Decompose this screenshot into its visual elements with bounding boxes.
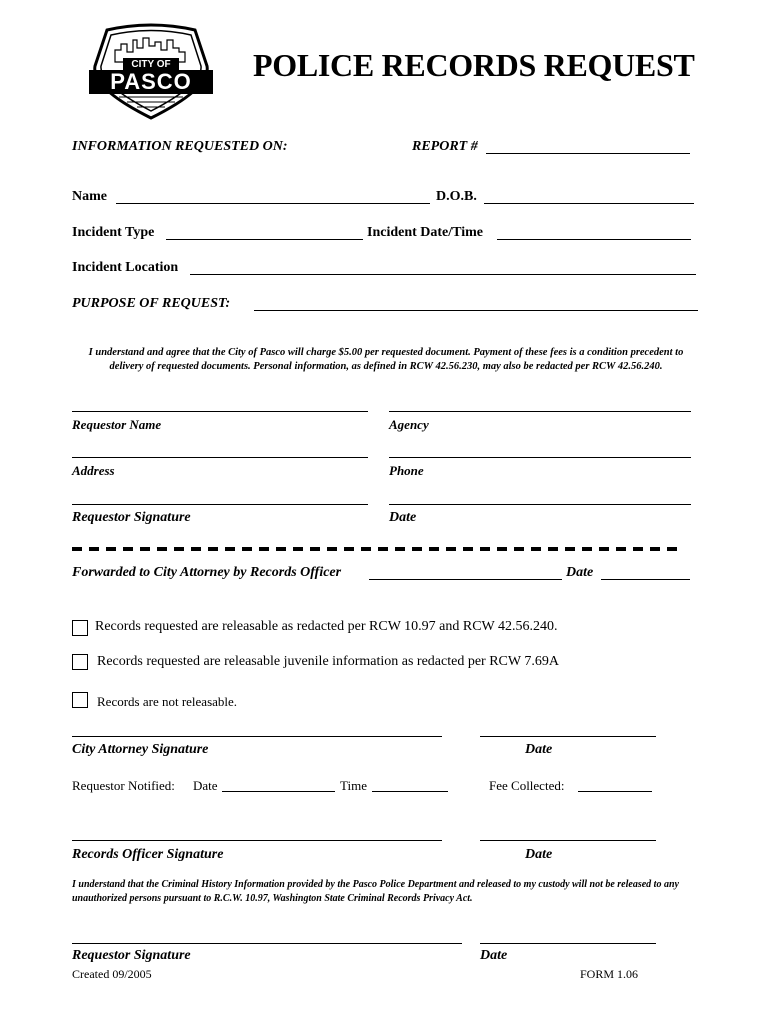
report-number-label: REPORT #: [412, 139, 478, 154]
records-officer-signature-label: Records Officer Signature: [72, 847, 224, 862]
name-field[interactable]: [116, 203, 430, 204]
agency-field[interactable]: [389, 411, 691, 412]
city-of-pasco-logo: [85, 22, 217, 120]
fee-collected-field[interactable]: [578, 791, 652, 792]
requestor-date-label: Date: [389, 510, 417, 525]
info-requested-label: INFORMATION REQUESTED ON:: [72, 139, 288, 154]
final-signature-label: Requestor Signature: [72, 948, 191, 963]
records-officer-signature-field[interactable]: [72, 840, 442, 841]
incident-datetime-label: Incident Date/Time: [367, 225, 484, 240]
requestor-name-field[interactable]: [72, 411, 368, 412]
requestor-name-label: Requestor Name: [72, 417, 162, 432]
releasable-juvenile-label: Records requested are releasable juvenile information as redacted per RCW 7.69A: [97, 654, 559, 669]
purpose-field[interactable]: [254, 310, 698, 311]
custody-notice: I understand that the Criminal History Information provided by the Pasco Police Department and released to my custody will not be released to any unauthorized persons pursuant to R.C.W. 10.97, Washington State Criminal Records Privacy Act.: [72, 879, 679, 904]
incident-location-label: Incident Location: [72, 260, 179, 275]
created-date: Created 09/2005: [72, 967, 152, 981]
notified-date-field[interactable]: [222, 791, 335, 792]
final-date-label: Date: [480, 948, 508, 963]
releasable-redacted-checkbox[interactable]: [72, 620, 88, 636]
logo-main-text: PASCO: [110, 69, 192, 94]
notified-date-label: Date: [193, 778, 218, 793]
attorney-date-field[interactable]: [480, 736, 656, 737]
releasable-redacted-label: Records requested are releasable as redacted per RCW 10.97 and RCW 42.56.240.: [95, 619, 558, 634]
report-number-field[interactable]: [486, 153, 690, 154]
name-label: Name: [72, 189, 107, 204]
logo-top-text: CITY OF: [131, 59, 171, 70]
form-number: FORM 1.06: [580, 967, 639, 981]
incident-type-label: Incident Type: [72, 225, 155, 240]
notified-time-label: Time: [340, 778, 367, 793]
attorney-signature-field[interactable]: [72, 736, 442, 737]
incident-location-field[interactable]: [190, 274, 696, 275]
page-title: POLICE RECORDS REQUEST: [253, 47, 695, 83]
records-officer-date-label: Date: [525, 847, 553, 862]
phone-label: Phone: [389, 463, 424, 478]
agency-label: Agency: [389, 417, 429, 432]
not-releasable-checkbox[interactable]: [72, 692, 88, 708]
releasable-juvenile-checkbox[interactable]: [72, 654, 88, 670]
not-releasable-label: Records are not releasable.: [97, 694, 238, 709]
attorney-date-label: Date: [525, 742, 553, 757]
records-officer-date-field[interactable]: [480, 840, 656, 841]
requestor-signature-field[interactable]: [72, 504, 368, 505]
purpose-label: PURPOSE OF REQUEST:: [72, 296, 231, 311]
forwarded-date-field[interactable]: [601, 579, 690, 580]
requestor-date-field[interactable]: [389, 504, 691, 505]
forwarded-date-label: Date: [566, 565, 594, 580]
address-field[interactable]: [72, 457, 368, 458]
dob-field[interactable]: [484, 203, 694, 204]
fee-notice: I understand and agree that the City of Pasco will charge $5.00 per requested document. Payment of these fees is a condition precedent to delivery of requested documents. Personal information, as defined in RCW 42.56.230, may also be redacted per RCW 42.56.240.: [88, 347, 684, 372]
forwarded-label: Forwarded to City Attorney by Records Officer: [72, 565, 342, 580]
final-signature-field[interactable]: [72, 943, 462, 944]
notified-time-field[interactable]: [372, 791, 448, 792]
requestor-signature-label: Requestor Signature: [72, 510, 191, 525]
dashed-divider: [72, 547, 684, 551]
forwarded-officer-field[interactable]: [369, 579, 562, 580]
incident-datetime-field[interactable]: [497, 239, 691, 240]
fee-collected-label: Fee Collected:: [489, 778, 565, 793]
incident-type-field[interactable]: [166, 239, 363, 240]
final-date-field[interactable]: [480, 943, 656, 944]
address-label: Address: [72, 463, 115, 478]
attorney-signature-label: City Attorney Signature: [72, 742, 209, 757]
phone-field[interactable]: [389, 457, 691, 458]
dob-label: D.O.B.: [436, 189, 477, 204]
notified-label: Requestor Notified:: [72, 778, 175, 793]
